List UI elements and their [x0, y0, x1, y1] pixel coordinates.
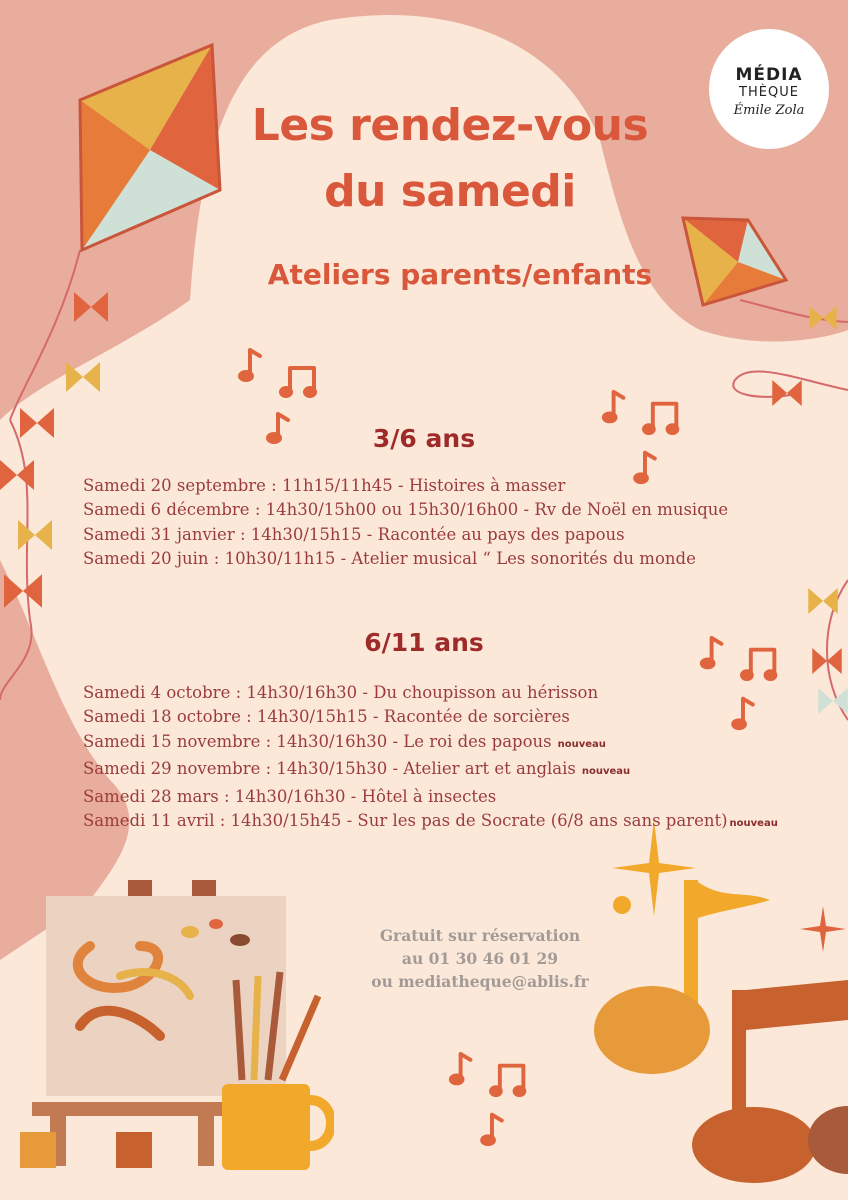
- new-badge: nouveau: [729, 818, 778, 830]
- event-row: [83, 809, 843, 836]
- age-heading-3-6: 3/6 ans: [372, 424, 476, 453]
- paintbrush-icon: [214, 960, 334, 1174]
- event-row: [83, 785, 843, 809]
- bow-icon: [66, 362, 100, 392]
- bow-icon: [772, 380, 802, 406]
- event-row: [83, 730, 843, 757]
- event-text: Samedi 18 octobre : 14h30/15h15 - Racontée de sorcières: [83, 707, 570, 727]
- page-title-line-2: du samedi: [324, 166, 576, 217]
- logo-line-2: THÈQUE: [739, 85, 799, 100]
- reservation-info: [330, 924, 630, 993]
- kite-icon: [70, 40, 230, 260]
- event-row: [83, 705, 843, 729]
- bow-icon: [808, 588, 838, 614]
- events-list-3-6: [83, 474, 843, 572]
- event-row: [83, 547, 843, 571]
- event-text: Samedi 15 novembre : 14h30/16h30 - Le roi des papous: [83, 731, 552, 751]
- music-note-icon: [594, 870, 848, 1190]
- page-title-line-1: Les rendez-vous: [251, 100, 649, 151]
- bow-icon: [18, 520, 52, 550]
- logo-line-1: MÉDIA: [735, 65, 803, 85]
- bow-icon: [74, 292, 108, 322]
- event-row: [83, 681, 843, 705]
- events-list-6-11: [83, 681, 843, 836]
- bow-icon: [0, 460, 34, 490]
- event-text: Samedi 4 octobre : 14h30/16h30 - Du choupisson au hérisson: [83, 683, 599, 702]
- event-text: Samedi 31 janvier : 14h30/15h15 - Racontée au pays des papous: [83, 524, 625, 544]
- event-text: Samedi 29 novembre : 14h30/15h30 - Atelier art et anglais: [83, 759, 576, 779]
- event-text: Samedi 28 mars : 14h30/16h30 - Hôtel à insectes: [83, 786, 497, 806]
- event-text: Samedi 20 septembre : 11h15/11h45 - Histoires à masser: [83, 476, 566, 495]
- new-badge: nouveau: [557, 738, 606, 750]
- event-text: Samedi 6 décembre : 14h30/15h00 ou 15h30/16h00 - Rv de Noël en musique: [83, 500, 729, 520]
- event-text: Samedi 11 avril : 14h30/15h45 - Sur les pas de Socrate (6/8 ans sans parent): [83, 811, 728, 831]
- logo-line-3: Émile Zola: [733, 103, 805, 118]
- info-email: ou mediatheque@ablis.fr: [371, 972, 589, 991]
- event-text: Samedi 20 juin : 10h30/11h15 - Atelier musical “ Les sonorités du monde: [83, 549, 696, 569]
- bow-icon: [4, 574, 42, 608]
- event-row: [83, 757, 843, 784]
- page-subtitle: Ateliers parents/enfants: [267, 258, 653, 291]
- event-row: [83, 523, 843, 547]
- new-badge: nouveau: [581, 766, 631, 778]
- music-note-icon: [446, 1050, 536, 1150]
- info-line-1: Gratuit sur réservation: [379, 926, 581, 945]
- event-row: [83, 498, 843, 522]
- mediatheque-logo: [709, 29, 829, 149]
- age-heading-6-11: 6/11 ans: [364, 628, 484, 657]
- bow-icon: [808, 306, 838, 330]
- event-row: [83, 474, 843, 498]
- info-phone: au 01 30 46 01 29: [401, 949, 559, 968]
